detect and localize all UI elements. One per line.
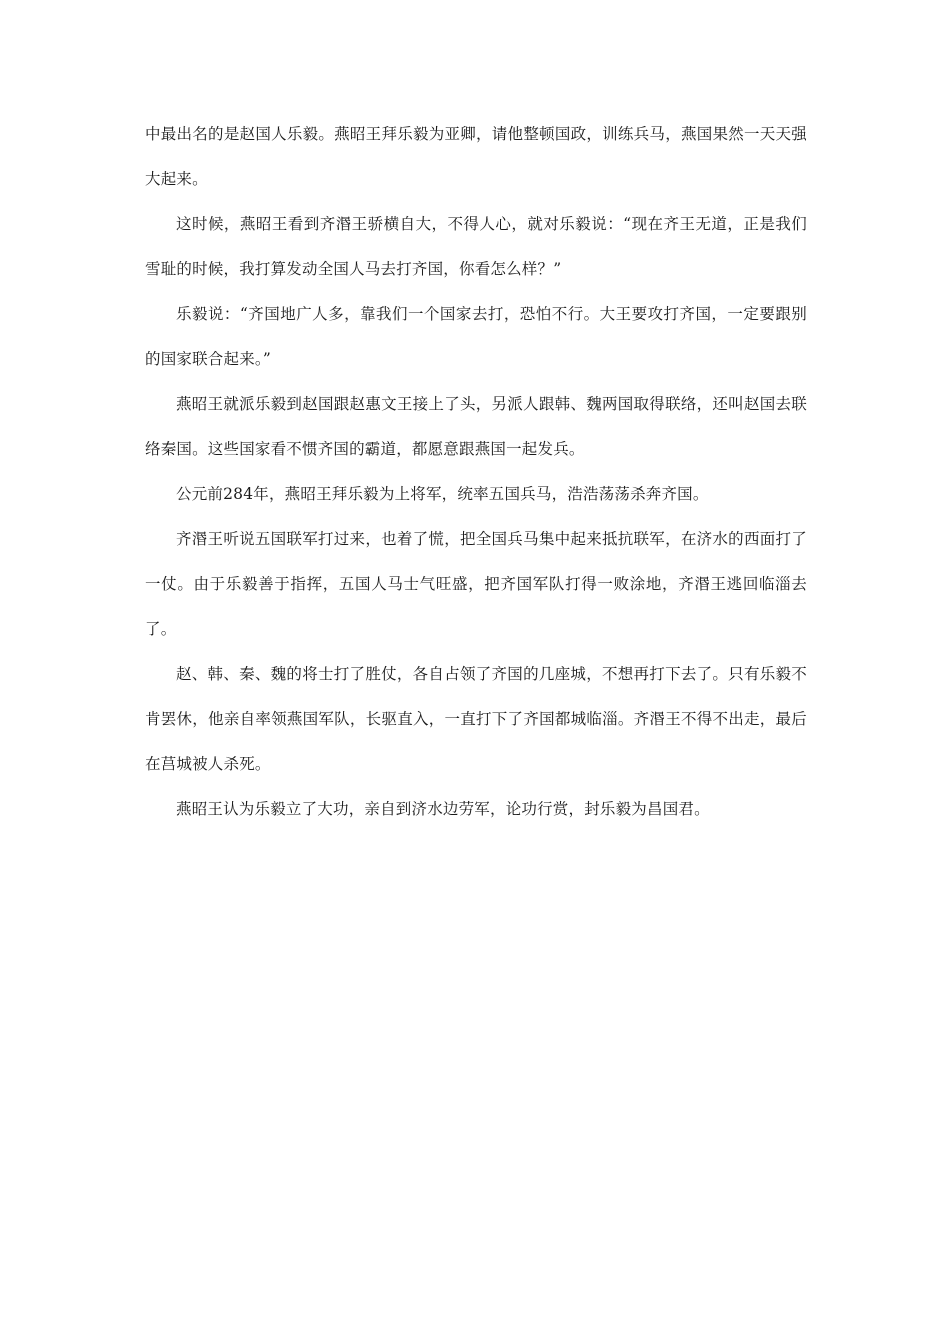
paragraph-7: 赵、韩、秦、魏的将士打了胜仗，各自占领了齐国的几座城，不想再打下去了。只有乐毅不肯罢休，他亲自率领燕国军队，长驱直入，一直打下了齐国都城临淄。齐湣王不得不出走，最后在莒城被人杀死。 [145,665,807,773]
paragraph-1: 中最出名的是赵国人乐毅。燕昭王拜乐毅为亚卿，请他整顿国政，训练兵马，燕国果然一天天强大起来。 [145,125,807,188]
paragraph-3: 乐毅说：“齐国地广人多，靠我们一个国家去打，恐怕不行。大王要攻打齐国，一定要跟别的国家联合起来。” [145,305,807,368]
paragraph-4: 燕昭王就派乐毅到赵国跟赵惠文王接上了头，另派人跟韩、魏两国取得联络，还叫赵国去联络秦国。这些国家看不惯齐国的霸道，都愿意跟燕国一起发兵。 [145,395,807,458]
paragraph-2: 这时候，燕昭王看到齐湣王骄横自大，不得人心，就对乐毅说：“现在齐王无道，正是我们雪耻的时候，我打算发动全国人马去打齐国，你看怎么样？” [145,215,807,278]
paragraph-6: 齐湣王听说五国联军打过来，也着了慌，把全国兵马集中起来抵抗联军，在济水的西面打了一仗。由于乐毅善于指挥，五国人马士气旺盛，把齐国军队打得一败涂地，齐湣王逃回临淄去了。 [145,530,807,638]
paragraph-5: 公元前284年，燕昭王拜乐毅为上将军，统率五国兵马，浩浩荡荡杀奔齐国。 [176,485,709,503]
paragraph-8: 燕昭王认为乐毅立了大功，亲自到济水边劳军，论功行赏，封乐毅为昌国君。 [176,800,710,818]
document-body [145,112,807,832]
